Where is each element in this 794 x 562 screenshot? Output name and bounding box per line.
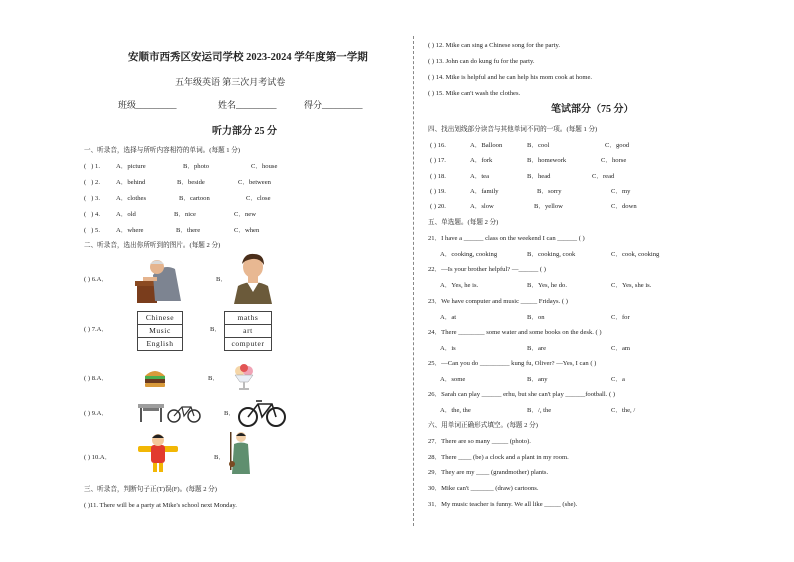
option-a: A．tea — [470, 173, 490, 180]
q9-label[interactable]: ( ) 9.A． — [84, 410, 108, 417]
q7-label[interactable]: ( ) 7.A． — [84, 326, 108, 333]
answer-paren[interactable]: ( ) 19. — [430, 188, 446, 195]
option-b: B．cooking, cook — [527, 251, 576, 258]
exam-subtitle: 五年级英语 第三次月考试卷 — [175, 77, 286, 87]
tf-item-12[interactable]: ( ) 12. Mike can sing a Chinese song for the party. — [428, 42, 560, 49]
exam-title: 安顺市西秀区安运司学校 2023-2024 学年度第一学期 — [128, 52, 368, 63]
q8-label[interactable]: ( ) 8.A． — [84, 375, 108, 382]
option-a: A．the, the — [440, 407, 471, 414]
hamburger-image — [143, 366, 167, 388]
option-a: A．behind — [116, 179, 146, 186]
part6-instruction: 六、用单词正确形式填空。(每题 2 分) — [428, 422, 538, 429]
desk-image — [137, 401, 165, 423]
option-a: A．at — [440, 314, 457, 321]
question-30[interactable]: 30．Mike can't _______ (draw) cartoons. — [428, 485, 539, 492]
option-c: C．read — [592, 173, 615, 180]
option-b: B．yellow — [534, 203, 563, 210]
question-29[interactable]: 29．They are my ____ (grandmother) plants. — [428, 469, 549, 476]
word-music: Music — [138, 325, 182, 338]
option-b: B．sorry — [537, 188, 562, 195]
option-a: A．is — [440, 345, 456, 352]
score-field[interactable]: 得分_________ — [304, 100, 363, 110]
tf-item-13[interactable]: ( ) 13. John can do kung fu for the party. — [428, 58, 535, 65]
option-c: C．horse — [601, 157, 627, 164]
part4-instruction: 四、找出划线部分读音与其他单词不同的一项。(每题 1 分) — [428, 126, 598, 133]
answer-paren[interactable]: ( ) 18. — [430, 173, 446, 180]
class-field[interactable]: 班级_________ — [118, 100, 177, 110]
option-a: A．Yes, he is. — [440, 282, 479, 289]
option-b: B．on — [527, 314, 545, 321]
part5-instruction: 五、单选题。(每题 2 分) — [428, 219, 499, 226]
option-b: B．/, the — [527, 407, 552, 414]
option-a: A．old — [116, 211, 136, 218]
answer-paren[interactable]: ( ) 17. — [430, 157, 446, 164]
name-field[interactable]: 姓名_________ — [218, 100, 277, 110]
tf-item-11[interactable]: ( )11. There will be a party at Mike's school next Monday. — [84, 502, 237, 509]
word-art: art — [225, 325, 271, 338]
bike-image-large — [238, 398, 286, 428]
answer-paren[interactable]: ( ) 16. — [430, 142, 446, 149]
part3-instruction: 三、听录音，判断句子正(T)误(F)。(每题 2 分) — [84, 486, 217, 493]
subjects-box-a — [137, 311, 183, 351]
option-c: C．new — [234, 211, 256, 218]
option-c: C．the, / — [611, 407, 636, 414]
subjects-box-b — [224, 311, 272, 351]
erhu-girl-image — [226, 430, 252, 476]
word-maths: maths — [225, 312, 271, 325]
q9-option-b[interactable]: B． — [224, 410, 235, 417]
question-21[interactable]: 21．I have a ______ class on the weekend I can ______ ( ) — [428, 235, 585, 242]
word-english: English — [146, 339, 174, 348]
option-c: C．for — [611, 314, 630, 321]
writing-heading: 笔试部分（75 分） — [551, 104, 634, 115]
option-c: C．Yes, she is. — [611, 282, 652, 289]
q7-option-b[interactable]: B． — [210, 326, 221, 333]
answer-paren[interactable]: ( ) 5. — [84, 227, 100, 234]
option-c: C．cook, cooking — [611, 251, 660, 258]
option-b: B．cool — [527, 142, 550, 149]
word-chinese: Chinese — [138, 312, 182, 325]
question-22[interactable]: 22．—Is your brother helpful? —______ ( ) — [428, 266, 546, 273]
answer-paren[interactable]: ( ) 2. — [84, 179, 100, 186]
option-a: A．Balloon — [470, 142, 503, 149]
old-man-image — [135, 255, 185, 305]
question-24[interactable]: 24．There ________ some water and some books on the desk. ( ) — [428, 329, 602, 336]
question-23[interactable]: 23．We have computer and music _____ Fridays. ( ) — [428, 298, 568, 305]
part1-instruction: 一、听录音，选择与所听内容相符的单词。(每题 1 分) — [84, 147, 241, 154]
question-27[interactable]: 27．There are so many _____ (photo). — [428, 438, 531, 445]
option-c: C．house — [251, 163, 278, 170]
option-c: C．down — [611, 203, 637, 210]
option-a: A．family — [470, 188, 499, 195]
young-man-image — [232, 252, 274, 304]
column-divider — [413, 36, 414, 526]
bike-image-small — [167, 402, 201, 424]
q6-label[interactable]: ( ) 6.A． — [84, 276, 108, 283]
option-b: B．Yes, he do. — [527, 282, 567, 289]
option-a: A．picture — [116, 163, 146, 170]
option-b: B．are — [527, 345, 547, 352]
option-c: C．a — [611, 376, 625, 383]
listening-heading: 听力部分 25 分 — [212, 126, 277, 137]
answer-paren[interactable]: ( ) 20. — [430, 203, 446, 210]
word-computer: computer — [231, 339, 265, 348]
q10-option-b[interactable]: B． — [214, 454, 225, 461]
option-c: C．between — [238, 179, 271, 186]
option-a: A．cooking, cooking — [440, 251, 498, 258]
tf-item-14[interactable]: ( ) 14. Mike is helpful and he can help his mom cook at home. — [428, 74, 593, 81]
answer-paren[interactable]: ( ) 3. — [84, 195, 100, 202]
option-b: B．nice — [174, 211, 196, 218]
question-25[interactable]: 25．—Can you do _________ kung fu, Oliver? —Yes, I can ( ) — [428, 360, 597, 367]
ice-cream-image — [232, 364, 256, 392]
option-a: A．where — [116, 227, 144, 234]
option-b: B．beside — [177, 179, 205, 186]
option-c: C．my — [611, 188, 631, 195]
option-c: C．close — [246, 195, 271, 202]
question-26[interactable]: 26．Sarah can play ______ erhu, but she can't play ______football. ( ) — [428, 391, 616, 398]
question-31[interactable]: 31．My music teacher is funny. We all like _____ (she). — [428, 501, 578, 508]
option-b: B．homework — [527, 157, 567, 164]
option-c: C．good — [605, 142, 630, 149]
option-b: B．head — [527, 173, 551, 180]
kungfu-boy-image — [136, 432, 180, 474]
q8-option-b[interactable]: B． — [208, 375, 219, 382]
tf-item-15[interactable]: ( ) 15. Mike can't wash the clothes. — [428, 90, 521, 97]
q6-option-b[interactable]: B． — [216, 276, 227, 283]
option-a: A．clothes — [116, 195, 147, 202]
answer-paren[interactable]: ( ) 4. — [84, 211, 100, 218]
option-a: A．slow — [470, 203, 494, 210]
option-a: A．some — [440, 376, 466, 383]
option-a: A．fork — [470, 157, 493, 164]
option-b: B．photo — [183, 163, 210, 170]
option-b: B．there — [176, 227, 201, 234]
part2-instruction: 二、听录音，选出你所听到的图片。(每题 2 分) — [84, 242, 221, 249]
option-c: C．when — [234, 227, 260, 234]
option-b: B．any — [527, 376, 548, 383]
question-28[interactable]: 28．There ____ (be) a clock and a plant in my room. — [428, 454, 569, 461]
answer-paren[interactable]: ( ) 1. — [84, 163, 100, 170]
option-c: C．am — [611, 345, 631, 352]
option-b: B．cartoon — [179, 195, 210, 202]
q10-label[interactable]: ( ) 10.A． — [84, 454, 112, 461]
